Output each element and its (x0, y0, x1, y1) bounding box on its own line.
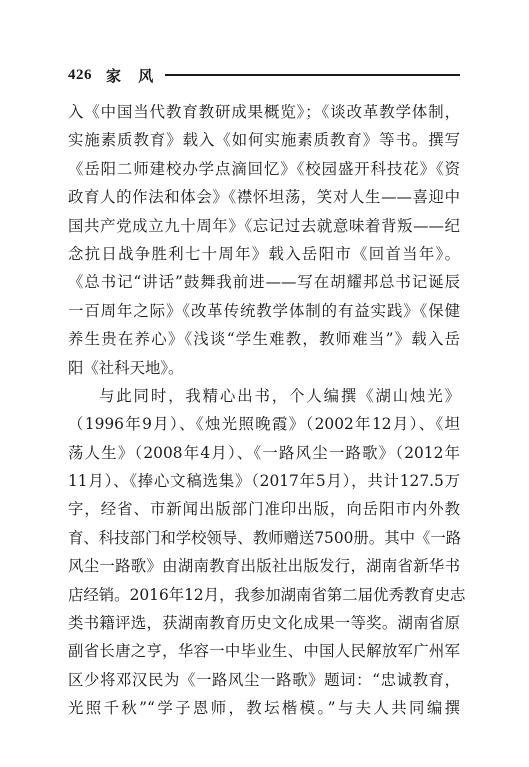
text-line: 风尘一路歌》由湖南教育出版社出版发行，湖南省新华书 (68, 557, 460, 576)
text-line: 区少将邓汉民为《一路风尘一路歌》题词：“忠诚教育， (68, 670, 460, 689)
text-line: 政育人的作法和体会》《襟怀坦荡，笑对人生——喜迎中 (68, 188, 460, 207)
text-line: 荡人生》（2008年4月）、《一路风尘一路歌》（2012年 (68, 443, 460, 462)
text-line: 《总书记“讲话”鼓舞我前进——写在胡耀邦总书记诞辰 (68, 273, 460, 292)
text-line: 与此同时，我精心出书，个人编撰《湖山烛光》 (99, 386, 460, 405)
text-line: 副省长唐之亨，华容一中毕业生、中国人民解放军广州军 (68, 642, 460, 661)
text-line: 阳《社科天地》。 (68, 358, 184, 377)
header-rule (165, 74, 460, 76)
text-line: 11月）、《捧心文稿选集》（2017年5月），共计127.5万 (68, 472, 460, 491)
text-line: 《岳阳二师建校办学点滴回忆》《校园盛开科技花》《资 (68, 159, 460, 178)
text-line: 字，经省、市新闻出版部门准印出版，向岳阳市内外教 (68, 500, 460, 519)
page-header (68, 64, 460, 86)
text-line: 类书籍评选，获湖南教育历史文化成果一等奖。湖南省原 (68, 614, 460, 633)
text-line: 实施素质教育》载入《如何实施素质教育》等书。撰写 (68, 131, 460, 150)
text-line: 国共产党成立九十周年》《忘记过去就意味着背叛——纪 (68, 216, 460, 235)
page-number: 426 (68, 66, 92, 83)
text-line: 一百周年之际》《改革传统教学体制的有益实践》《保健 (68, 301, 460, 320)
text-line: 光照千秋”“学子恩师，教坛楷模。”与夫人共同编撰 (68, 699, 460, 718)
running-head: 家 风 (106, 66, 160, 85)
paragraph (68, 382, 466, 723)
text-line: 入《中国当代教育教研成果概览》；《谈改革教学体制， (68, 103, 460, 121)
paragraph (68, 98, 460, 382)
text-line: 念抗日战争胜利七十周年》载入岳阳市《回首当年》。 (68, 244, 460, 263)
text-line: 店经销。2016年12月，我参加湖南省第二届优秀教育史志 (68, 585, 466, 604)
text-line: 养生贵在养心》《浅谈“学生难教，教师难当”》载入岳 (68, 330, 460, 349)
text-line: 育、科技部门和学校领导、教师赠送7500册。其中《一路 (68, 528, 462, 547)
body-text (68, 98, 466, 723)
text-line: （1996年9月）、《烛光照晚霞》（2002年12月）、《坦 (68, 415, 460, 434)
